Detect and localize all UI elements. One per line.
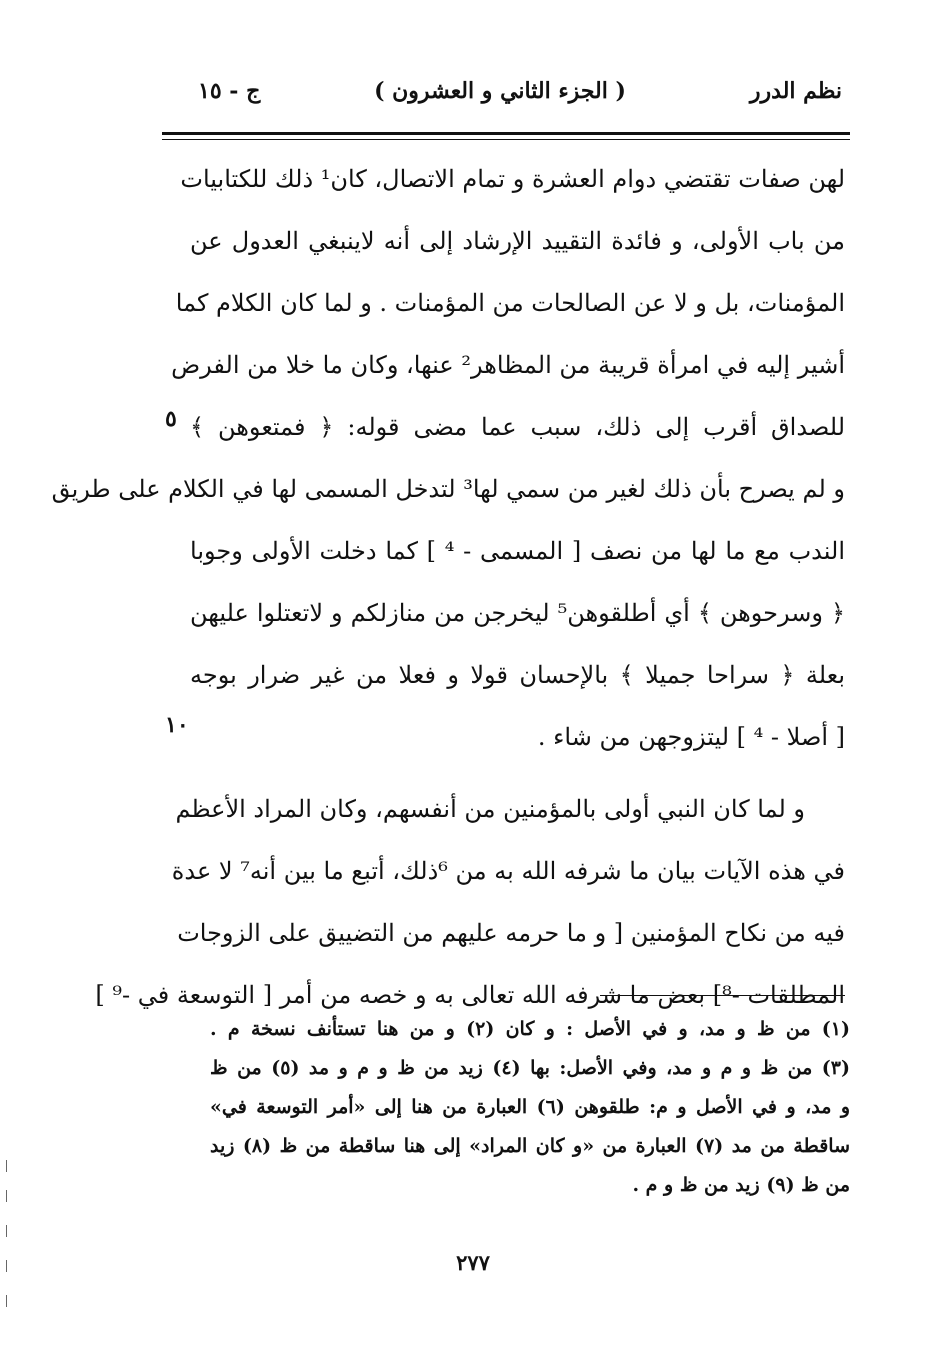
footnote-separator — [600, 995, 845, 996]
header-rule-thin — [162, 139, 850, 140]
text-line: و لم يصرح بأن ذلك لغير من سمي لها³ لتدخل المسمى لها في الكلام على طريق — [51, 475, 845, 503]
header-rule-thick — [162, 132, 850, 135]
text-line: من باب الأولى، و فائدة التقييد الإرشاد إلى أنه لاينبغي العدول عن — [190, 227, 845, 255]
footnote-line: و مد، و في الأصل و م: طلقوهن (٦) العبارة من هنا إلى «أمر التوسعة في» — [210, 1096, 851, 1118]
text-line: في هذه الآيات بيان ما شرفه الله به من ⁶ذلك، أتبع ما بين أنه⁷ لا عدة — [171, 857, 845, 885]
line-number-marker: ٥ — [165, 406, 177, 432]
text-line: بعلة ﴿ سراحا جميلا ﴾ بالإحسان قولا و فعلا من غير ضرار بوجه — [190, 661, 845, 689]
line-number-marker: ١٠ — [165, 712, 189, 738]
volume-reference: ج - ١٥ — [198, 78, 261, 104]
running-header — [150, 78, 850, 128]
footnote-line: (٣) من ظ و م و مد، وفي الأصل: بها (٤) زيد من ظ و م و مد (٥) من ظ — [210, 1057, 850, 1079]
book-title: نظم الدرر — [749, 78, 842, 104]
scan-edge-mark — [6, 1160, 7, 1172]
scan-edge-mark — [6, 1190, 7, 1202]
text-line: المطلقات -⁸] بعض ما شرفه الله تعالى به و خصه من أمر [ التوسعة في -⁹ ] — [95, 981, 845, 1009]
text-line: فيه من نكاح المؤمنين [ و ما حرمه عليهم من التضييق على الزوجات — [177, 919, 845, 947]
text-line: [ أصلا - ⁴ ] ليتزوجهن من شاء . — [537, 723, 845, 751]
text-line-paragraph-start: و لما كان النبي أولى بالمؤمنين من أنفسهم، وكان المراد الأعظم — [175, 795, 805, 823]
part-title: ( الجزء الثاني و العشرون ) — [374, 78, 626, 104]
footnote-line: من ظ (٩) زيد من ظ و م . — [632, 1174, 850, 1196]
page-number: ٢٧٧ — [456, 1250, 490, 1275]
scan-edge-mark — [6, 1225, 7, 1237]
text-line: الندب مع ما لها من نصف [ المسمى - ⁴ ] كما دخلت الأولى وجوبا — [190, 537, 846, 565]
scan-edge-mark — [6, 1260, 7, 1272]
footnote-line: (١) من ظ و مد، و في الأصل : و كان (٢) و من هنا تستأنف نسخة م . — [210, 1018, 850, 1040]
text-line: للصداق أقرب إلى ذلك، سبب عما مضى قوله: ﴿ فمتعوهن ﴾ — [190, 413, 845, 441]
text-line: ﴿ وسرحوهن ﴾ أي أطلقوهن⁵ ليخرجن من منازلكم و لاتعتلوا عليهن — [190, 599, 846, 627]
footnotes — [210, 1010, 850, 1205]
text-line: أشير إليه في امرأة قريبة من المظاهر² عنها، وكان ما خلا من الفرض — [171, 351, 845, 379]
scan-edge-mark — [6, 1295, 7, 1307]
footnote-line: ساقطة من مد (٧) العبارة من «و كان المراد» إلى هنا ساقطة من ظ (٨) زيد — [210, 1135, 850, 1157]
text-line: لهن صفات تقتضي دوام العشرة و تمام الاتصال، كان¹ ذلك للكتابيات — [180, 165, 845, 193]
text-line: المؤمنات، بل و لا عن الصالحات من المؤمنات . و لما كان الكلام كما — [175, 289, 845, 317]
